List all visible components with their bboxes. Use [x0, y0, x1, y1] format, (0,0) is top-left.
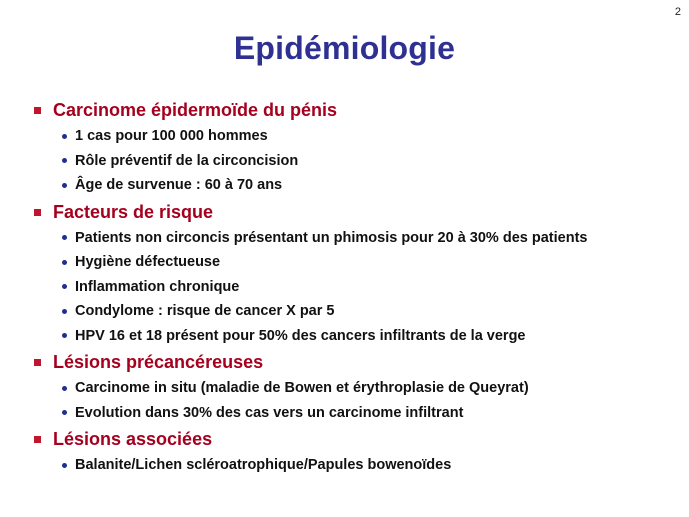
list-item-text: HPV 16 et 18 présent pour 50% des cancers infiltrants de la verge — [75, 327, 526, 344]
round-bullet-icon — [62, 284, 67, 289]
list-item-text: Hygiène défectueuse — [75, 254, 221, 271]
section-carcinome — [34, 97, 684, 198]
round-bullet-icon — [62, 309, 67, 314]
section-header — [34, 199, 684, 226]
bullet-list — [34, 453, 684, 478]
section-header — [34, 426, 684, 453]
list-item — [62, 149, 684, 174]
round-bullet-icon — [62, 134, 67, 139]
page-number: 2 — [674, 6, 681, 18]
bullet-list — [34, 226, 684, 349]
list-item-text: Evolution dans 30% des cas vers un carcinome infiltrant — [75, 404, 464, 421]
list-item-text: Inflammation chronique — [75, 278, 240, 295]
list-item — [62, 124, 684, 149]
list-item-text: Condylome : risque de cancer X par 5 — [75, 303, 335, 320]
round-bullet-icon — [62, 386, 67, 391]
square-bullet-icon — [34, 436, 41, 443]
list-item — [62, 275, 684, 300]
section-lesions-precancereuses — [34, 349, 684, 425]
round-bullet-icon — [62, 235, 67, 240]
section-title: Carcinome épidermoïde du pénis — [53, 100, 338, 120]
bullet-list — [34, 124, 684, 198]
section-header — [34, 97, 684, 124]
list-item-text: Balanite/Lichen scléroatrophique/Papules bowenoïdes — [75, 457, 452, 474]
list-item — [62, 226, 684, 251]
list-item — [62, 453, 684, 478]
list-item — [62, 299, 684, 324]
list-item — [62, 401, 684, 426]
list-item — [62, 324, 684, 349]
square-bullet-icon — [34, 359, 41, 366]
list-item-text: 1 cas pour 100 000 hommes — [75, 128, 268, 145]
section-facteurs-de-risque — [34, 199, 684, 349]
list-item-text: Patients non circoncis présentant un phimosis pour 20 à 30% des patients — [75, 229, 588, 246]
section-header — [34, 349, 684, 376]
round-bullet-icon — [62, 463, 67, 468]
section-title: Facteurs de risque — [53, 201, 214, 222]
list-item-text: Âge de survenue : 60 à 70 ans — [75, 177, 283, 194]
list-item — [62, 376, 684, 401]
square-bullet-icon — [34, 107, 41, 114]
section-title: Lésions associées — [53, 429, 213, 449]
list-item — [62, 173, 684, 198]
section-title: Lésions précancéreuses — [53, 352, 264, 372]
list-item — [62, 250, 684, 275]
round-bullet-icon — [62, 333, 67, 338]
bullet-list — [34, 376, 684, 425]
slide-content — [34, 96, 684, 478]
round-bullet-icon — [62, 183, 67, 188]
round-bullet-icon — [62, 158, 67, 163]
slide-title: Epidémiologie — [233, 30, 456, 66]
square-bullet-icon — [34, 209, 41, 216]
round-bullet-icon — [62, 410, 67, 415]
round-bullet-icon — [62, 260, 67, 265]
section-lesions-associees — [34, 426, 684, 478]
list-item-text: Carcinome in situ (maladie de Bowen et érythroplasie de Queyrat) — [75, 380, 529, 397]
list-item-text: Rôle préventif de la circoncision — [75, 152, 299, 169]
